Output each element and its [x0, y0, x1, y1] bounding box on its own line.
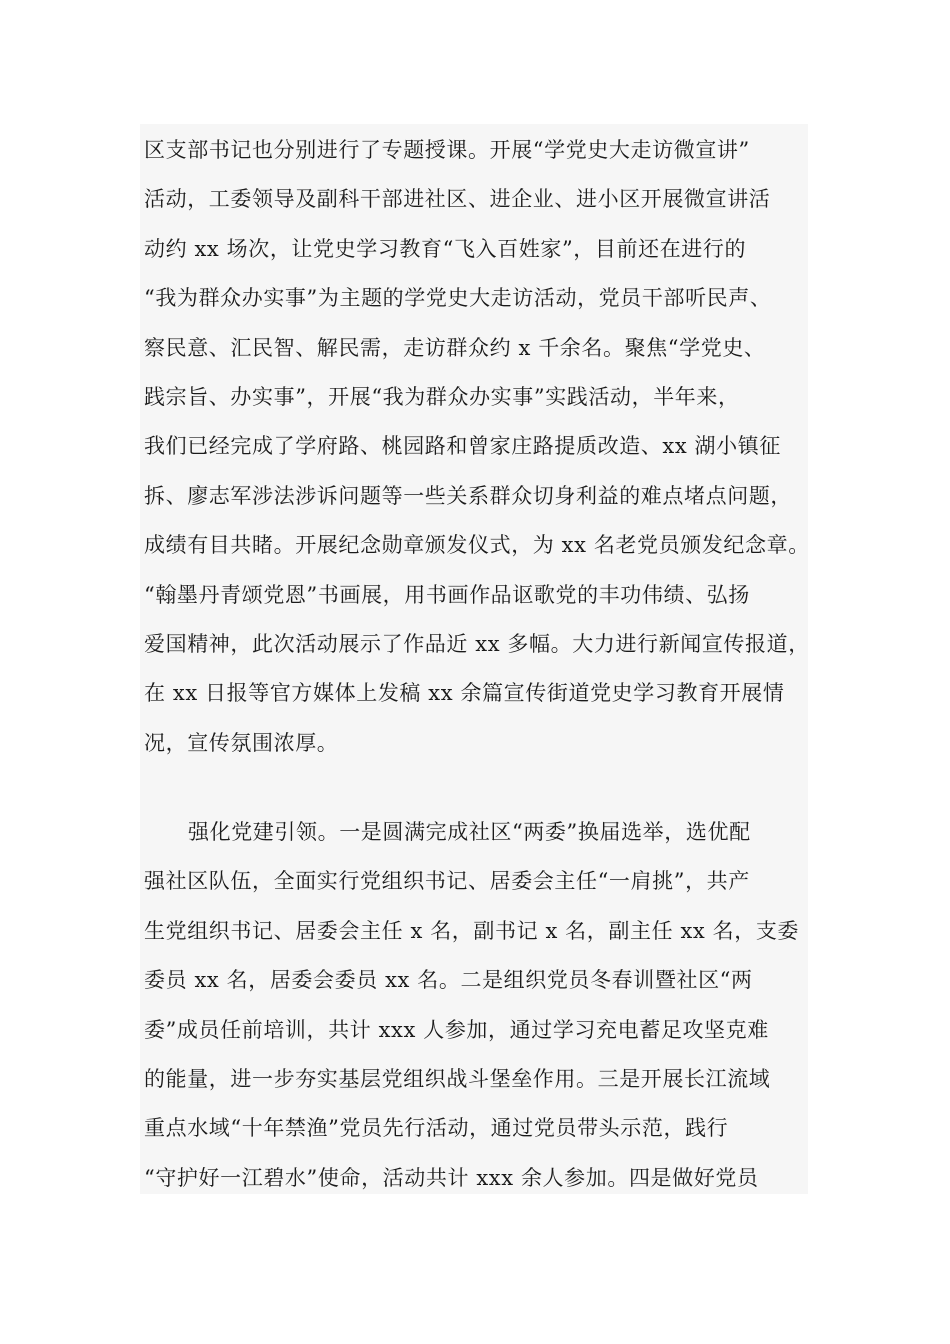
- text-line: 生党组织书记、居委会主任 x 名，副书记 x 名，副主任 xx 名，支委: [144, 918, 800, 943]
- text-line: 我们已经完成了学府路、桃园路和曾家庄路提质改造、xx 湖小镇征: [144, 434, 781, 459]
- text-line: 区支部书记也分别进行了专题授课。开展“学党史大走访微宣讲”: [144, 138, 750, 162]
- paragraph-activities: [144, 126, 824, 768]
- paragraph-spacer: [144, 768, 824, 808]
- text-line: 动约 xx 场次，让党史学习教育“飞入百姓家”，目前还在进行的: [144, 236, 747, 261]
- text-line: 委员 xx 名，居委会委员 xx 名。二是组织党员冬春训暨社区“两: [144, 968, 753, 993]
- text-line: 在 xx 日报等官方媒体上发稿 xx 余篇宣传街道党史学习教育开展情: [144, 681, 785, 706]
- text-line: 成绩有目共睹。开展纪念勋章颁发仪式，为 xx 名老党员颁发纪念章。: [144, 533, 810, 558]
- text-line: “翰墨丹青颂党恩”书画展，用书画作品讴歌党的丰功伟绩、弘扬: [144, 582, 750, 607]
- paragraph-party-building: [144, 808, 824, 1203]
- text-line: 察民意、汇民智、解民需，走访群众约 x 千余名。聚焦“学党史、: [144, 335, 766, 360]
- text-line: 委”成员任前培训，共计 xxx 人参加，通过学习充电蓄足攻坚克难: [144, 1017, 769, 1042]
- text-line: “我为群众办实事”为主题的学党史大走访活动，党员干部听民声、: [144, 286, 772, 311]
- text-line: 活动，工委领导及副科干部进社区、进企业、进小区开展微宣讲活: [144, 187, 771, 212]
- document-body: [144, 126, 824, 1203]
- text-line: 践宗旨、办实事”，开展“我为群众办实事”实践活动，半年来，: [144, 384, 740, 409]
- text-line: 强社区队伍，全面实行党组织书记、居委会主任“一肩挑”，共产: [144, 869, 750, 894]
- text-line: 重点水域“十年禁渔”党员先行活动，通过党员带头示范，践行: [144, 1116, 729, 1141]
- text-line: “守护好一江碧水”使命，活动共计 xxx 余人参加。四是做好党员: [144, 1165, 759, 1190]
- text-line: 拆、廖志军涉法涉诉问题等一些关系群众切身利益的难点堵点问题，: [144, 483, 792, 508]
- text-line: 爱国精神，此次活动展示了作品近 xx 多幅。大力进行新闻宣传报道，: [144, 631, 810, 656]
- text-line: 况，宣传氛围浓厚。: [144, 730, 339, 755]
- text-line: 的能量，进一步夯实基层党组织战斗堡垒作用。三是开展长江流域: [144, 1067, 771, 1092]
- text-line: 强化党建引领。一是圆满完成社区“两委”换届选举，选优配: [188, 820, 751, 845]
